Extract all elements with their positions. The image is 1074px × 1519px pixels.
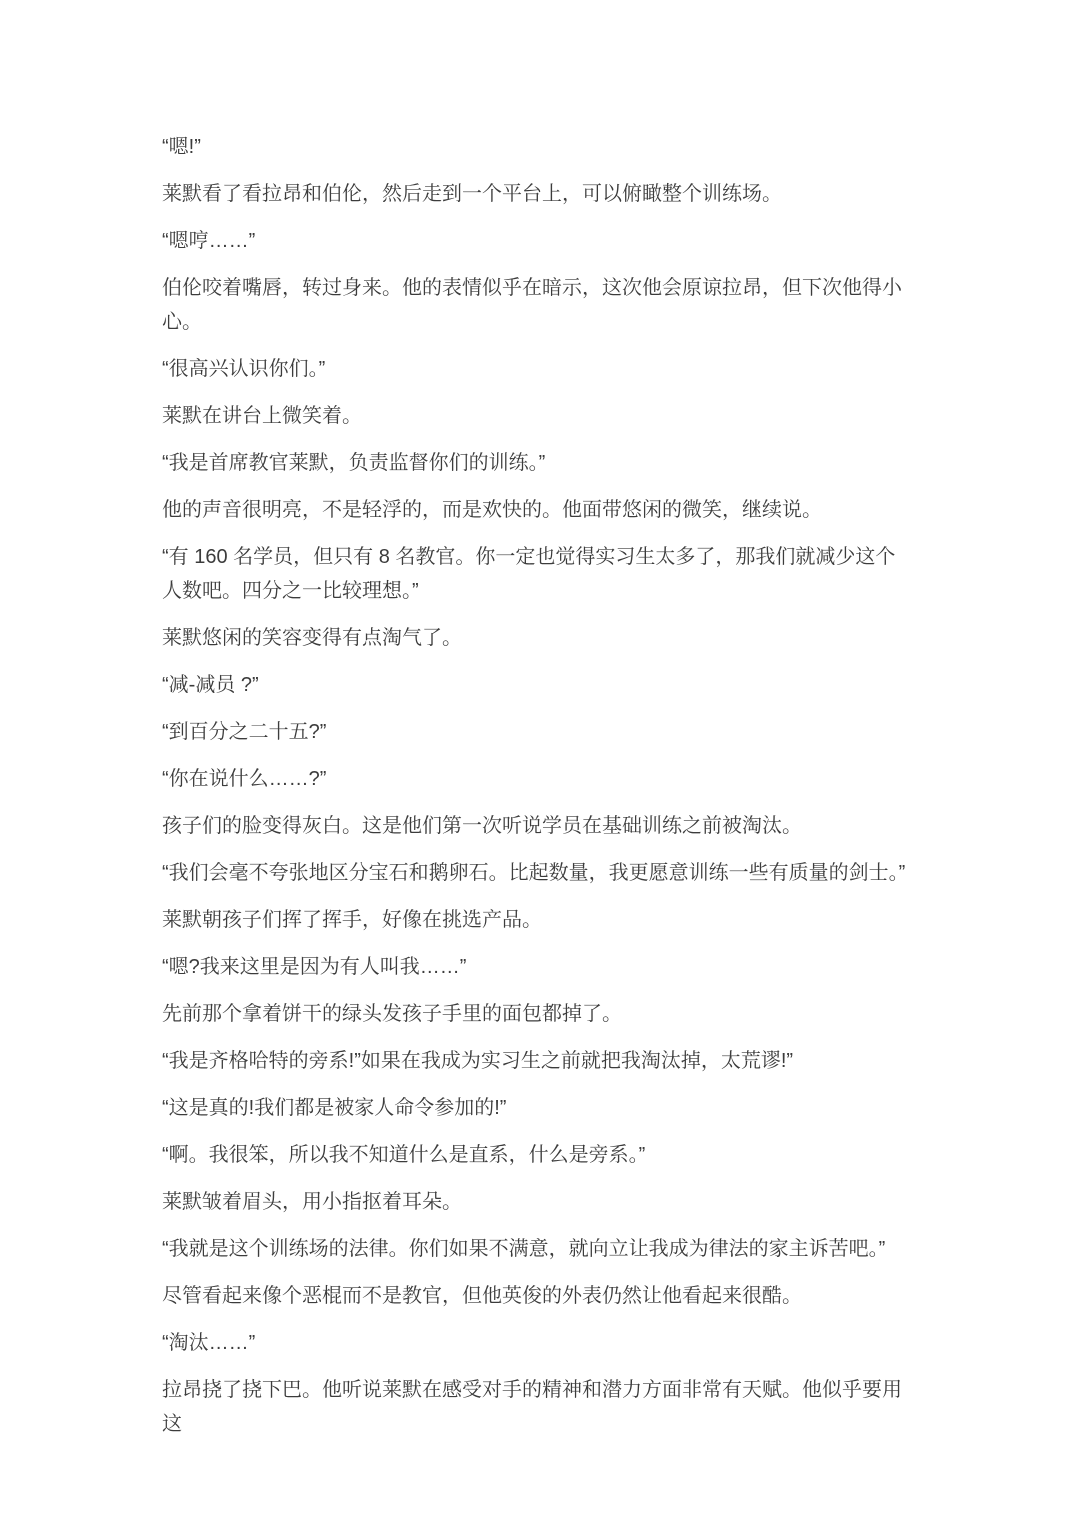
- paragraph: “我就是这个训练场的法律。你们如果不满意，就向立让我成为律法的家主诉苦吧。”: [162, 1238, 886, 1260]
- paragraph: 他的声音很明亮，不是轻浮的，而是欢快的。他面带悠闲的微笑，继续说。: [162, 499, 822, 521]
- paragraph: “你在说什么……?”: [162, 768, 327, 790]
- paragraph: “减-减员 ?”: [162, 674, 259, 696]
- paragraph: 拉昂挠了挠下巴。他听说莱默在感受对手的精神和潜力方面非常有天赋。他似乎要用这: [162, 1379, 902, 1435]
- page-content: [162, 130, 915, 1441]
- paragraph: “有 160 名学员，但只有 8 名教官。你一定也觉得实习生太多了，那我们就减少这个人数吧。四分之一比较理想。”: [162, 546, 896, 602]
- paragraph: 尽管看起来像个恶棍而不是教官，但他英俊的外表仍然让他看起来很酷。: [162, 1285, 802, 1307]
- paragraph: “到百分之二十五?”: [162, 721, 327, 743]
- paragraph: “嗯哼……”: [162, 230, 256, 252]
- paragraph: “啊。我很笨，所以我不知道什么是直系，什么是旁系。”: [162, 1144, 646, 1166]
- paragraph: 莱默朝孩子们挥了挥手，好像在挑选产品。: [162, 909, 542, 931]
- paragraph: “淘汰……”: [162, 1332, 256, 1354]
- paragraph: 莱默皱着眉头，用小指抠着耳朵。: [162, 1191, 462, 1213]
- paragraph: “很高兴认识你们。”: [162, 358, 326, 380]
- paragraph: 伯伦咬着嘴唇，转过身来。他的表情似乎在暗示，这次他会原谅拉昂，但下次他得小心。: [162, 277, 902, 333]
- paragraph: 莱默看了看拉昂和伯伦，然后走到一个平台上，可以俯瞰整个训练场。: [162, 183, 782, 205]
- paragraph: “我是首席教官莱默，负责监督你们的训练。”: [162, 452, 546, 474]
- paragraph: “嗯!”: [162, 136, 201, 158]
- paragraph: 孩子们的脸变得灰白。这是他们第一次听说学员在基础训练之前被淘汰。: [162, 815, 802, 837]
- paragraph: “嗯?我来这里是因为有人叫我……”: [162, 956, 467, 978]
- paragraph: 先前那个拿着饼干的绿头发孩子手里的面包都掉了。: [162, 1003, 622, 1025]
- paragraph: 莱默在讲台上微笑着。: [162, 405, 362, 427]
- paragraph: 莱默悠闲的笑容变得有点淘气了。: [162, 627, 462, 649]
- paragraph: “我是齐格哈特的旁系!”如果在我成为实习生之前就把我淘汰掉，太荒谬!”: [162, 1050, 794, 1072]
- paragraph: “我们会毫不夸张地区分宝石和鹅卵石。比起数量，我更愿意训练一些有质量的剑士。”: [162, 862, 906, 884]
- paragraph: “这是真的!我们都是被家人命令参加的!”: [162, 1097, 507, 1119]
